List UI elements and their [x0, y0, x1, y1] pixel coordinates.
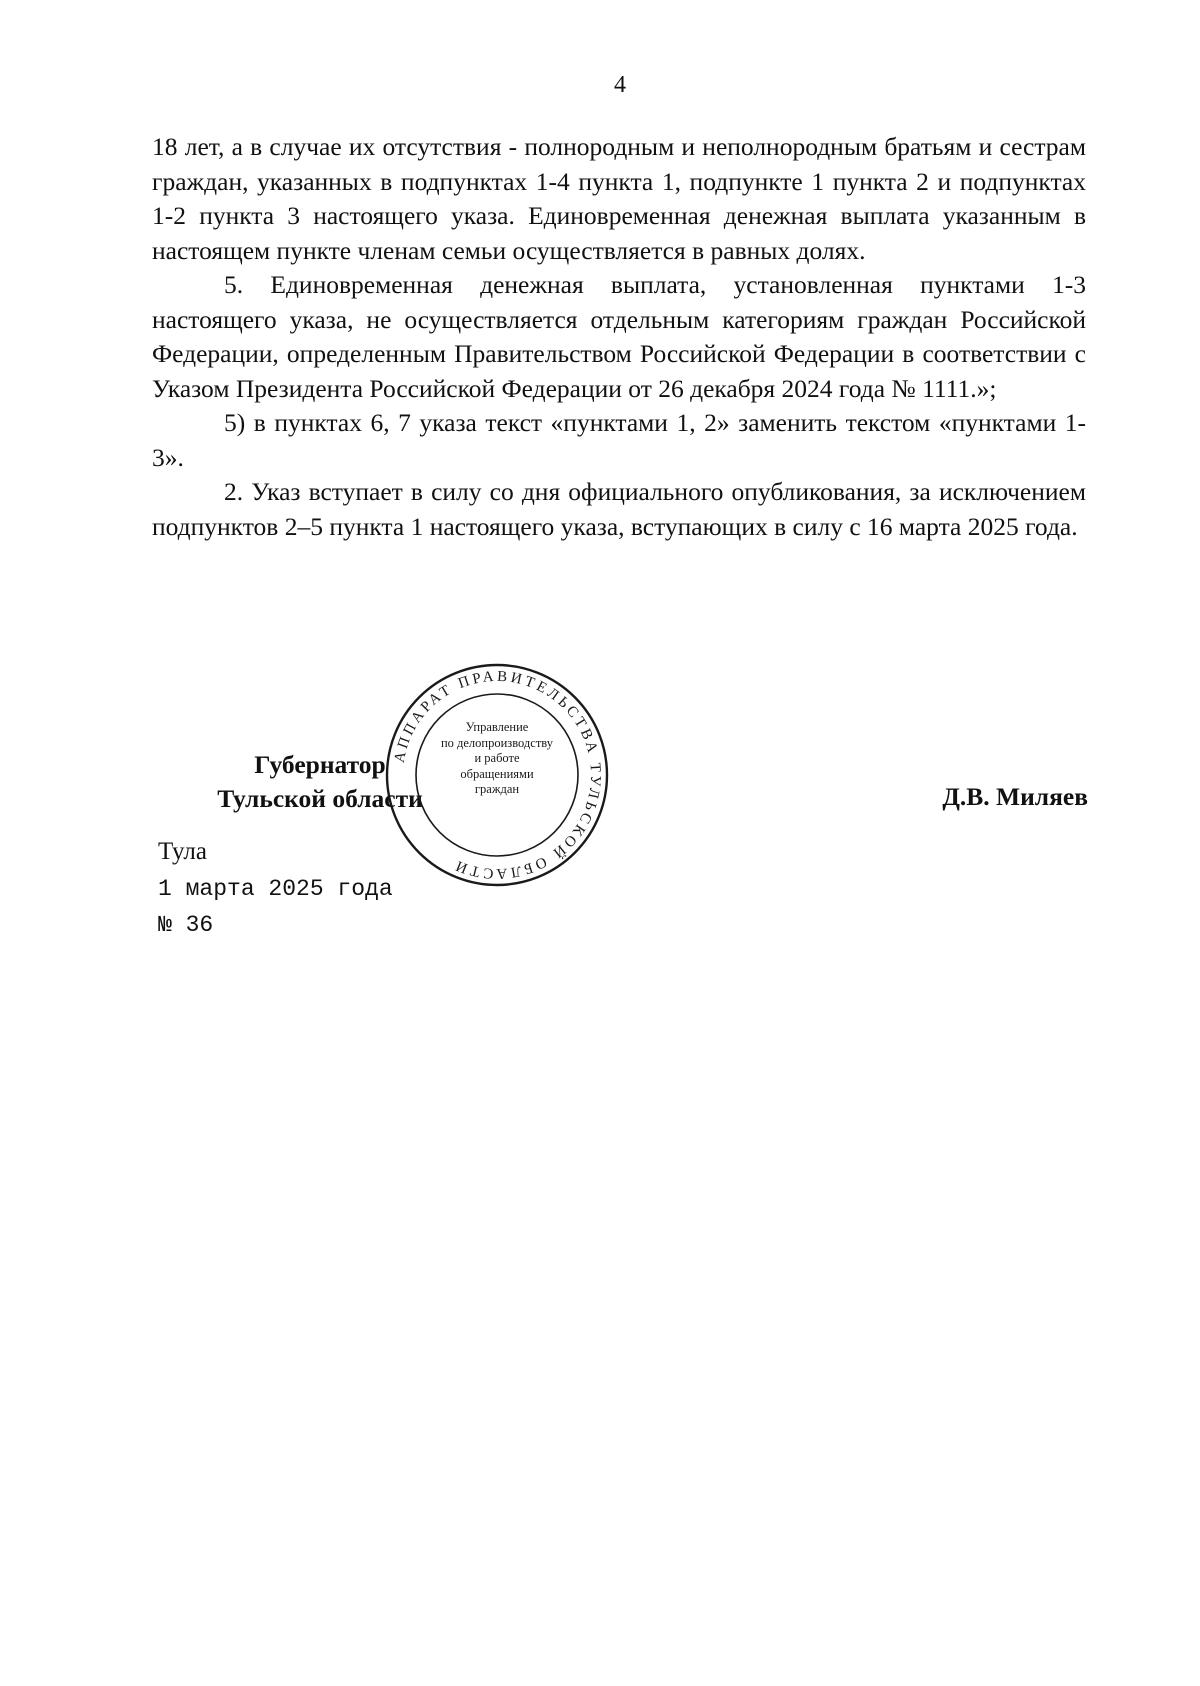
paragraph-item-5: 5. Единовременная денежная выплата, установленная пунктами 1-3 настоящего указа, не осуществляется отдельным категориям граждан Российской Федерации, определенным Правительством Российской Федерации в соответствии с Указом Президента Российской Федерации от 26 декабря 2024 года № 1111.»; — [152, 270, 1086, 403]
signatory-title-line2: Тульской области — [217, 784, 423, 813]
decree-number: № 36 — [158, 912, 214, 938]
page-number: 4 — [614, 72, 626, 98]
seal-line: обращениями — [460, 766, 534, 781]
paragraph-continuation: 18 лет, а в случае их отсутствия - полнородным и неполнородным братьям и сестрам граждан, указанных в подпунктах 1-4 пункта 1, подпункте 1 пункта 2 и подпунктах 1-2 пункта 3 настоящего указа. Единовременная денежная выплата указанным в настоящем пункте членам семьи осуществляется в равных долях. — [152, 132, 1086, 265]
seal-inner-text — [418, 720, 576, 798]
document-body — [152, 130, 1086, 544]
seal-line: по делопроизводству — [440, 735, 554, 750]
seal-line: граждан — [474, 782, 520, 796]
signatory-name: Д.В. Миляев — [942, 782, 1088, 811]
seal-line: и работе — [474, 751, 520, 765]
paragraph-subitem-5: 5) в пунктах 6, 7 указа текст «пунктами 1, 2» заменить текстом «пунктами 1-3». — [152, 408, 1086, 472]
official-seal-stamp — [384, 662, 610, 888]
seal-line: Управление — [465, 720, 529, 734]
svg-text:АППАРАТ ПРАВИТЕЛЬСТВА ТУЛЬСКОЙ: АППАРАТ ПРАВИТЕЛЬСТВА ТУЛЬСКОЙ ОБЛАСТИ — [391, 668, 604, 882]
issue-date: 1 марта 2025 года — [158, 876, 393, 902]
paragraph-item-2: 2. Указ вступает в силу со дня официального опубликования, за исключением подпунктов 2–5 пункта 1 настоящего указа, вступающих в силу с 16 марта 2025 года. — [152, 477, 1086, 541]
issue-place: Тула — [158, 838, 207, 865]
signatory-title-line1: Губернатор — [254, 750, 386, 779]
